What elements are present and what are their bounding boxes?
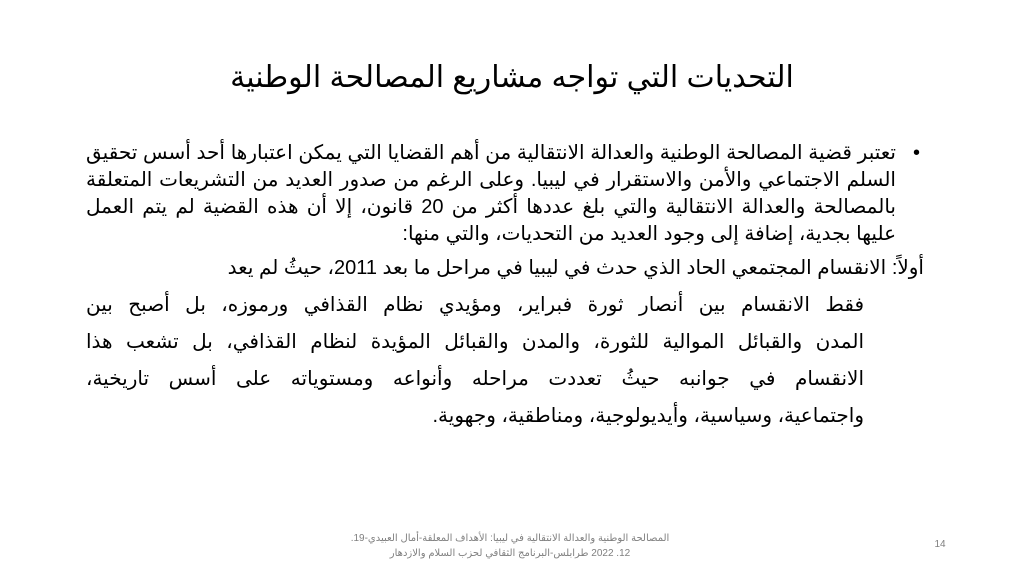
page-number: 14 xyxy=(934,539,946,550)
footnote-line: 12. 2022 طرابلس-البرنامج الثقافي لحزب السلام والازدهار xyxy=(389,548,631,559)
footnote-line: المصالحة الوطنية والعدالة الانتقالية في ليبيا: الأهداف المعلقة-أمال العبيدي-19. xyxy=(350,533,670,544)
challenge-first-line xyxy=(86,250,924,287)
challenge-line: الانقسام في جوانبه حيثُ تعددت مراحله وأنواعه ومستوياته على أسس تاريخية، xyxy=(86,368,864,390)
slide-body xyxy=(86,140,924,435)
bullet-icon: • xyxy=(912,142,920,164)
footnote xyxy=(330,531,690,561)
challenge-line: واجتماعية، وسياسية، وأيديولوجية، ومناطقية، وجهوية. xyxy=(432,405,864,427)
slide-title: التحديات التي تواجه مشاريع المصالحة الوطنية xyxy=(230,61,794,94)
bullet-text: تعتبر قضية المصالحة الوطنية والعدالة الانتقالية من أهم القضايا التي يمكن اعتبارها أحد أسس تحقيق السلم الاجتماعي والأمن والاستقرار في ليبيا. وعلى الرغم من صدور العديد من التشريعات المتعلقة بالمصالحة والعدالة الانتقالية والتي بلغ عددها أكثر من 20 قانون، إلا أن هذه القضية لم يتم العمل عليها بجدية، إضافة إلى وجود العديد من التحديات، والتي منها: xyxy=(86,142,896,245)
challenge-label: أولاً: xyxy=(891,257,924,279)
challenge-continuation xyxy=(86,287,924,435)
challenge-first-text: الانقسام المجتمعي الحاد الذي حدث في ليبيا في مراحل ما بعد 2011، حيثُ لم يعد xyxy=(227,257,887,279)
bullet-paragraph xyxy=(86,140,924,248)
challenge-line: المدن والقبائل الموالية للثورة، والمدن والقبائل المؤيدة لنظام القذافي، بل تشعب هذا xyxy=(86,331,864,353)
challenge-line: فقط الانقسام بين أنصار ثورة فبراير، ومؤيدي نظام القذافي ورموزه، بل أصبح بين xyxy=(86,294,864,316)
